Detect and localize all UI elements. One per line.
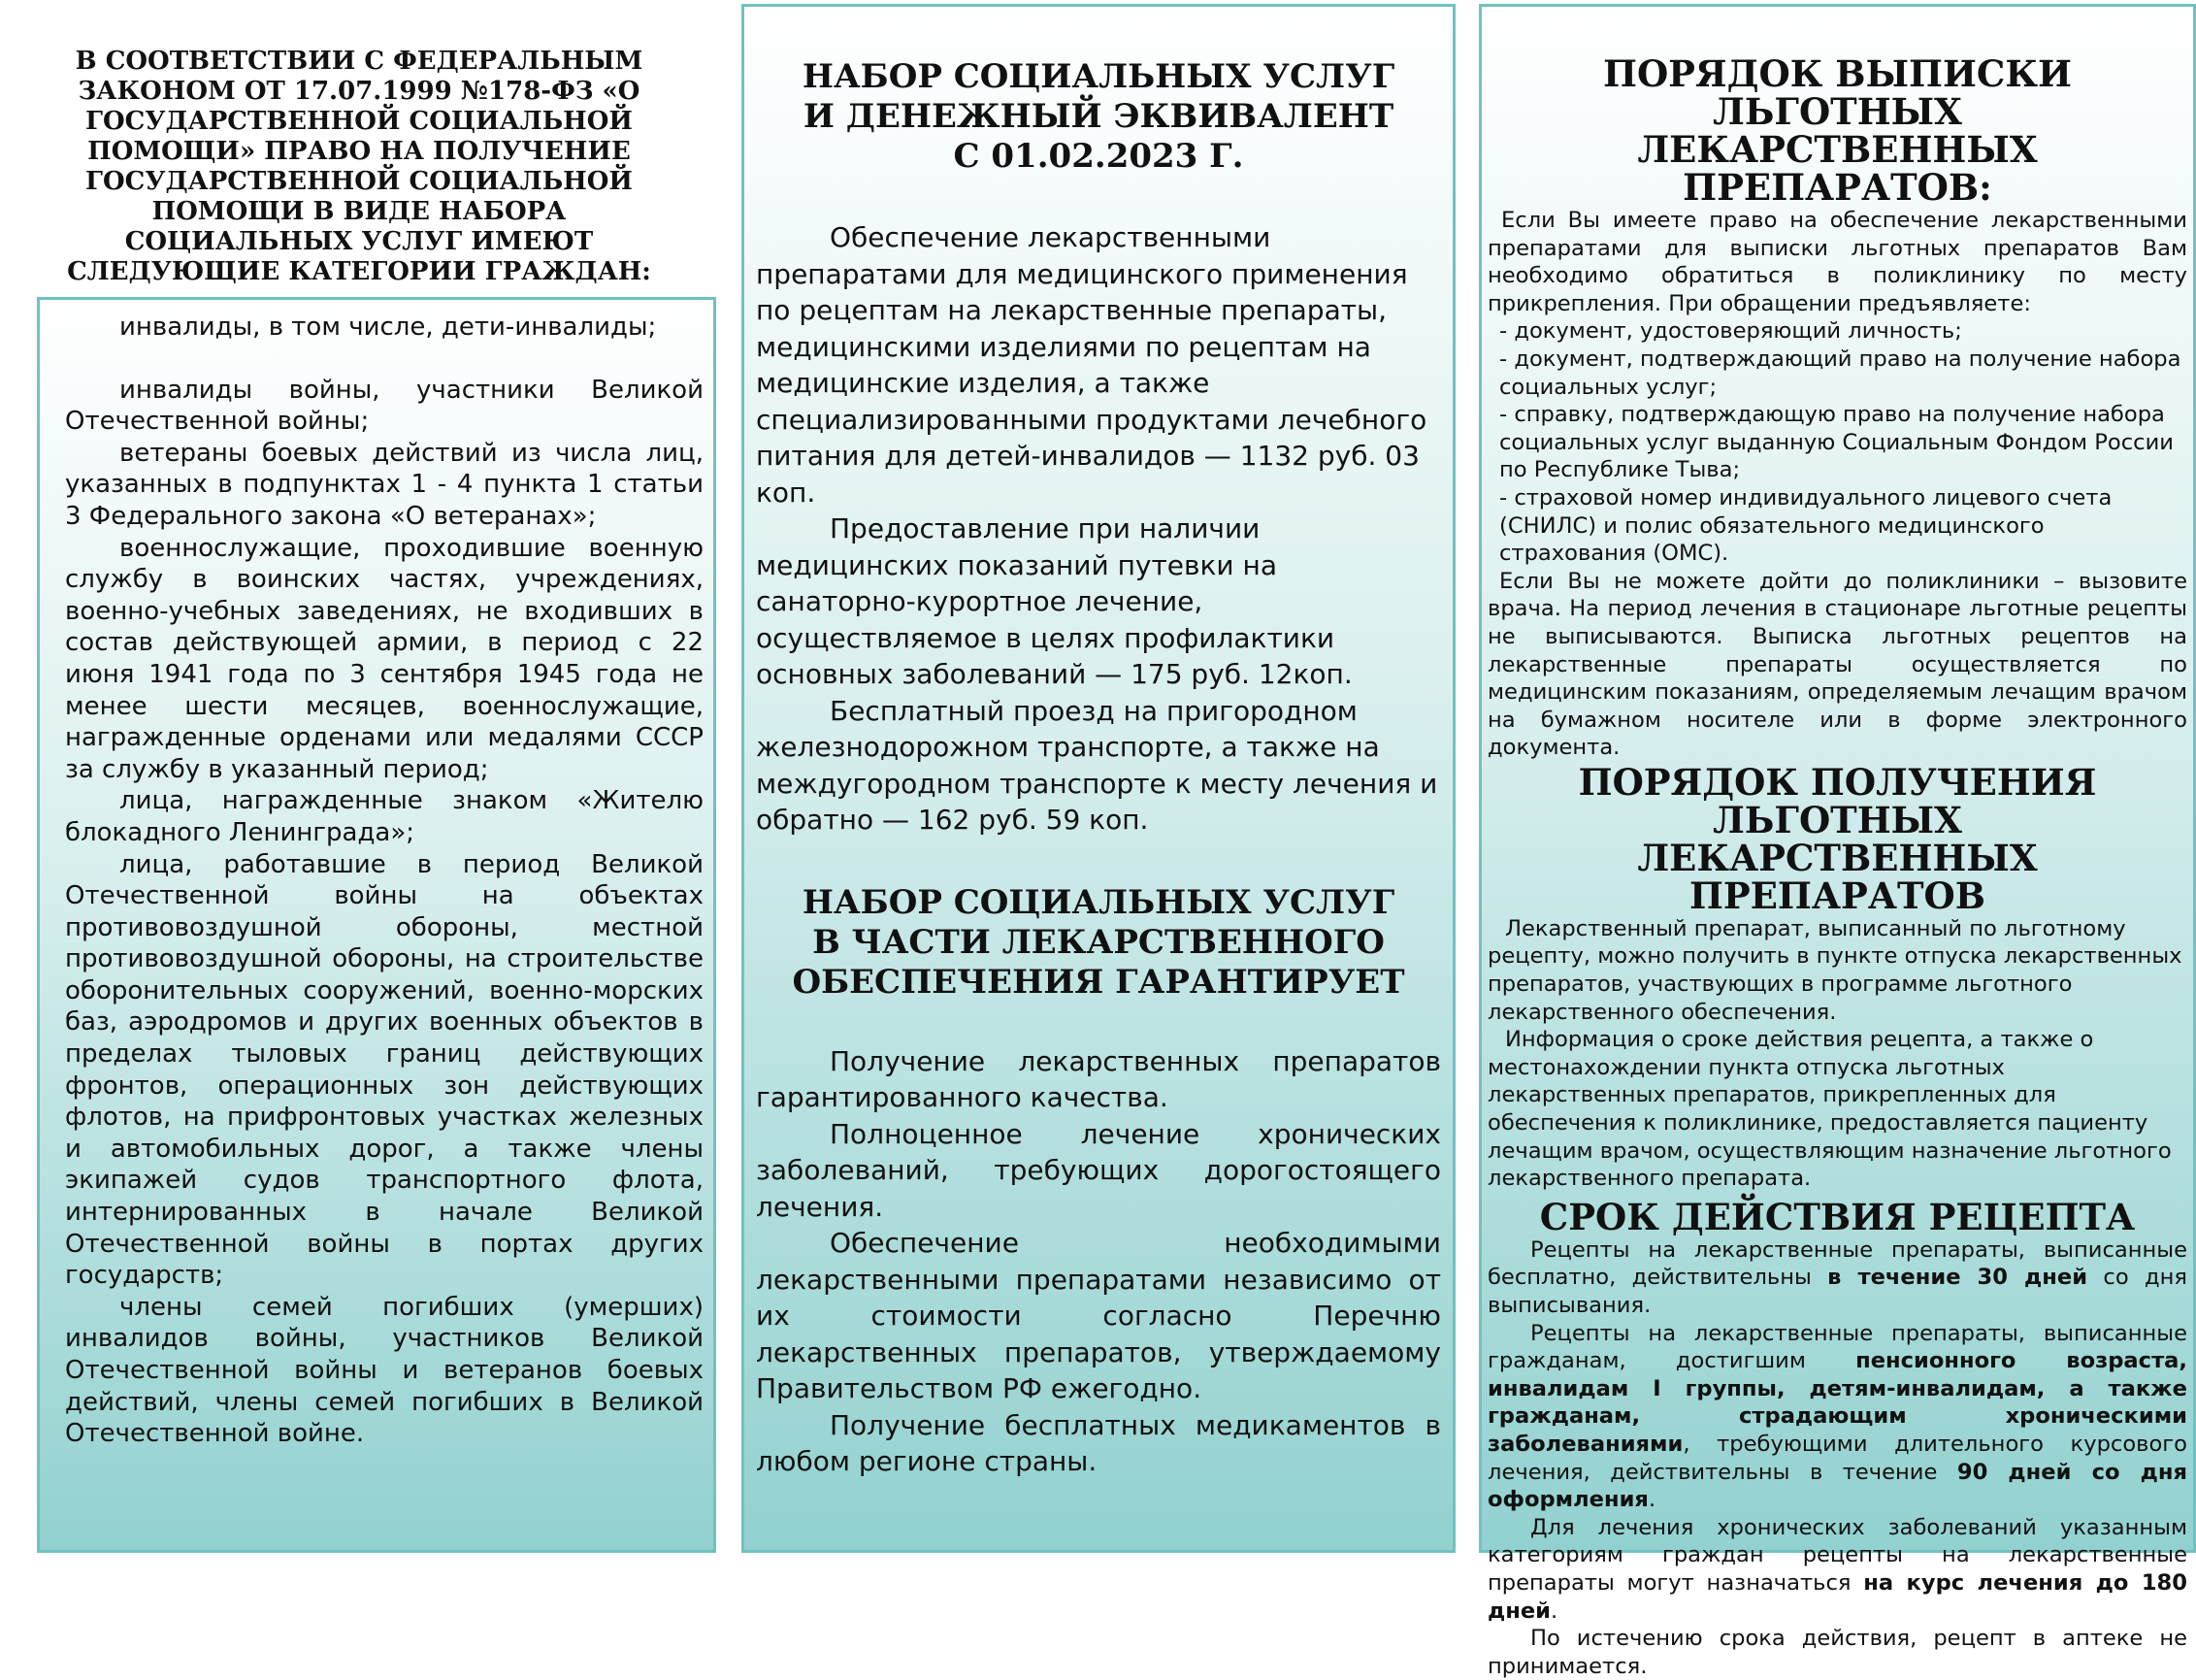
validity-text: . (1551, 1598, 1558, 1624)
category-item: члены семей погибших (умерших) инвалидов войны, участников Великой Отечественной войны и ветеранов боевых действий, члены семей погибших в Великой Отечественной войне. (65, 1292, 704, 1449)
service-paragraph: Обеспечение лекарственными препаратами для медицинского применения по рецептам на лекарственные препараты, медицинскими изделиями по рецептам на медицинские изделия, а также специализированными продуктами лечебного питания для детей-инвалидов — 1132 руб. 03 коп. (756, 221, 1427, 509)
validity-emphasis: в течение 30 дней (1827, 1265, 2088, 1291)
category-item: лица, награжденные знаком «Жителю блокадного Ленинграда»; (65, 786, 704, 847)
receive-paragraph: Лекарственный препарат, выписанный по льготному рецепту, можно получить в пункте отпуска лекарственных препаратов, участвующих в программе льготного лекарственного обеспечения. (1488, 915, 2182, 1025)
document-item: - документ, удостоверяющий личность; (1499, 318, 1962, 345)
document-item: - страховой номер индивидуального лицевого счета (СНИЛС) и полис обязательного медицинского страхования (ОМС). (1499, 484, 2113, 567)
category-item: инвалиды, в том числе, дети-инвалиды; (119, 313, 657, 342)
validity-paragraph (1488, 1236, 2187, 1320)
category-item: военнослужащие, проходившие военную службу в воинских частях, учреждениях, военно-учебных заведениях, не входивших в состав действующей армии, в период с 22 июня 1941 года по 3 сентября 1945 года не менее шести месяцев, военнослужащие, награжденные орденами или медалями СССР за службу в указанный период; (65, 533, 704, 784)
social-services-box (741, 4, 1456, 1553)
guarantee-paragraph: Полноценное лечение хронических заболеваний, требующих дорогостоящего лечения. (756, 1117, 1441, 1223)
validity-text: Рецепты на лекарственные препараты, выписанные гражданам, достигшим (1488, 1320, 2187, 1374)
validity-heading: СРОК ДЕЙСТВИЯ РЕЦЕПТА (1539, 1195, 2136, 1238)
outro-paragraph: Если Вы не можете дойти до поликлиники – вызовите врача. На период лечения в стационаре льготные рецепты не выписываются. Выписка льготных рецептов на лекарственные препараты осуществляется по медицинским показаниям, определяемым лечащим врачом на бумажном носителе или в форме электронного документа. (1488, 568, 2187, 761)
validity-text: Рецепты на лекарственные препараты, выписанные бесплатно, действительны (1488, 1236, 2187, 1291)
service-paragraph: Предоставление при наличии медицинских показаний путевки на санаторно-курортное лечение, осуществляемое в целях профилактики основных заболеваний — 175 руб. 12коп. (756, 512, 1353, 690)
heading-line: ПОРЯДОК ВЫПИСКИ ЛЬГОТНЫХ (1603, 52, 2072, 133)
heading-line: И ДЕНЕЖНЫЙ ЭКВИВАЛЕНТ (803, 97, 1394, 136)
guarantee-paragraph: Обеспечение необходимыми лекарственными препаратами независимо от их стоимости согласно Перечню лекарственных препаратов, утверждаемому Правительством РФ ежегодно. (756, 1227, 1441, 1404)
document-item: - справку, подтверждающую право на получение набора социальных услуг выданную Социальным Фондом России по Республике Тыва; (1499, 402, 2174, 483)
validity-paragraph (1488, 1320, 2187, 1514)
heading-line: В ЧАСТИ ЛЕКАРСТВЕННОГО (812, 922, 1385, 962)
validity-emphasis: 90 дней со дня оформления (1488, 1459, 2187, 1513)
validity-emphasis: пенсионного возраста, инвалидам I группы, детям-инвалидам, а также гражданам, страдающим хроническими заболеваниями (1488, 1348, 2187, 1457)
heading-line: НАБОР СОЦИАЛЬНЫХ УСЛУГ (802, 882, 1395, 922)
document-item: - документ, подтверждающий право на получение набора социальных услуг; (1499, 346, 2181, 400)
validity-text: , требующими длительного курсового лечения, действительны в течение (1488, 1431, 2187, 1485)
validity-emphasis: на курс лечения до 180 дней (1488, 1569, 2187, 1624)
service-paragraph: Бесплатный проезд на пригородном железнодорожном транспорте, а также на междугородном транспорте к месту лечения и обратно — 162 руб. 59 коп. (756, 694, 1438, 836)
receive-heading (1488, 760, 2187, 917)
heading-line: ЛЕКАРСТВЕННЫХ ПРЕПАРАТОВ (1637, 836, 2038, 917)
receive-paragraph: Информация о сроке действия рецепта, а также о местонахождении пункта отпуска льготных лекарственных препаратов, прикрепленных для обеспечения к поликлинике, предоставляется пациенту лечащим врачом, осуществляющим назначение льготного лекарственного препарата. (1488, 1027, 2172, 1192)
services-heading (756, 57, 1441, 177)
col1-title: В СООТВЕТСТВИИ С ФЕДЕРАЛЬНЫМ ЗАКОНОМ ОТ 17.07.1999 №178-ФЗ «О ГОСУДАРСТВЕННОЙ СОЦИАЛЬНОЙ ПОМОЩИ» ПРАВО НА ПОЛУЧЕНИЕ ГОСУДАРСТВЕННОЙ СОЦИАЛЬНОЙ ПОМОЩИ В ВИДЕ НАБОРА СОЦИАЛЬНЫХ УСЛУГ ИМЕЮТ СЛЕДУЮЩИЕ КАТЕГОРИИ ГРАЖДАН: (67, 47, 651, 286)
category-item: инвалиды войны, участники Великой Отечественной войны; (65, 375, 704, 437)
prescription-order-heading (1488, 52, 2187, 209)
heading-line: ЛЕКАРСТВЕННЫХ ПРЕПАРАТОВ: (1637, 128, 2038, 209)
guarantee-paragraph: Получение бесплатных медикаментов в любом регионе страны. (756, 1408, 1441, 1477)
validity-text: . (1648, 1487, 1656, 1513)
heading-line: ОБЕСПЕЧЕНИЯ ГАРАНТИРУЕТ (792, 962, 1405, 1002)
validity-text: со дня выписывания. (1488, 1265, 2187, 1318)
heading-line: С 01.02.2023 Г. (953, 137, 1244, 176)
heading-line: ПОРЯДОК ПОЛУЧЕНИЯ ЛЬГОТНЫХ (1578, 760, 2097, 841)
guarantee-paragraph: Получение лекарственных препаратов гарантированного качества. (756, 1044, 1441, 1113)
validity-text: Для лечения хронических заболеваний указанным категориям граждан рецепты на лекарственные препараты могут назначаться (1488, 1514, 2187, 1596)
eligible-categories-box (37, 297, 716, 1553)
validity-paragraph (1488, 1514, 2187, 1625)
heading-line: НАБОР СОЦИАЛЬНЫХ УСЛУГ (802, 57, 1395, 96)
guarantee-heading (756, 883, 1441, 1003)
category-item: лица, работавшие в период Великой Отечественной войны на объектах противовоздушной обороны, местной противовоздушной обороны, на строительстве оборонительных сооружений, военно-морских баз, аэродромов и других военных объектов в пределах тыловых границ действующих фронтов, операционных зон действующих флотов, на прифронтовых участках железных и автомобильных дорог, а также члены экипажей судов транспортного флота, интернированных в начале Великой Отечественной войны в портах других государств; (65, 849, 704, 1291)
category-item: ветераны боевых действий из числа лиц, указанных в подпунктах 1 - 4 пункта 1 статьи 3 Федерального закона «О ветеранах»; (65, 438, 704, 531)
intro-paragraph: Если Вы имеете право на обеспечение лекарственными препаратами для выписки льготных препаратов Вам необходимо обратиться в поликлинику по месту прикрепления. При обращении предъявляете: (1488, 208, 2187, 316)
prescription-info-box (1479, 4, 2196, 1679)
validity-paragraph: По истечению срока действия, рецепт в аптеке не принимается. (1488, 1626, 2187, 1679)
